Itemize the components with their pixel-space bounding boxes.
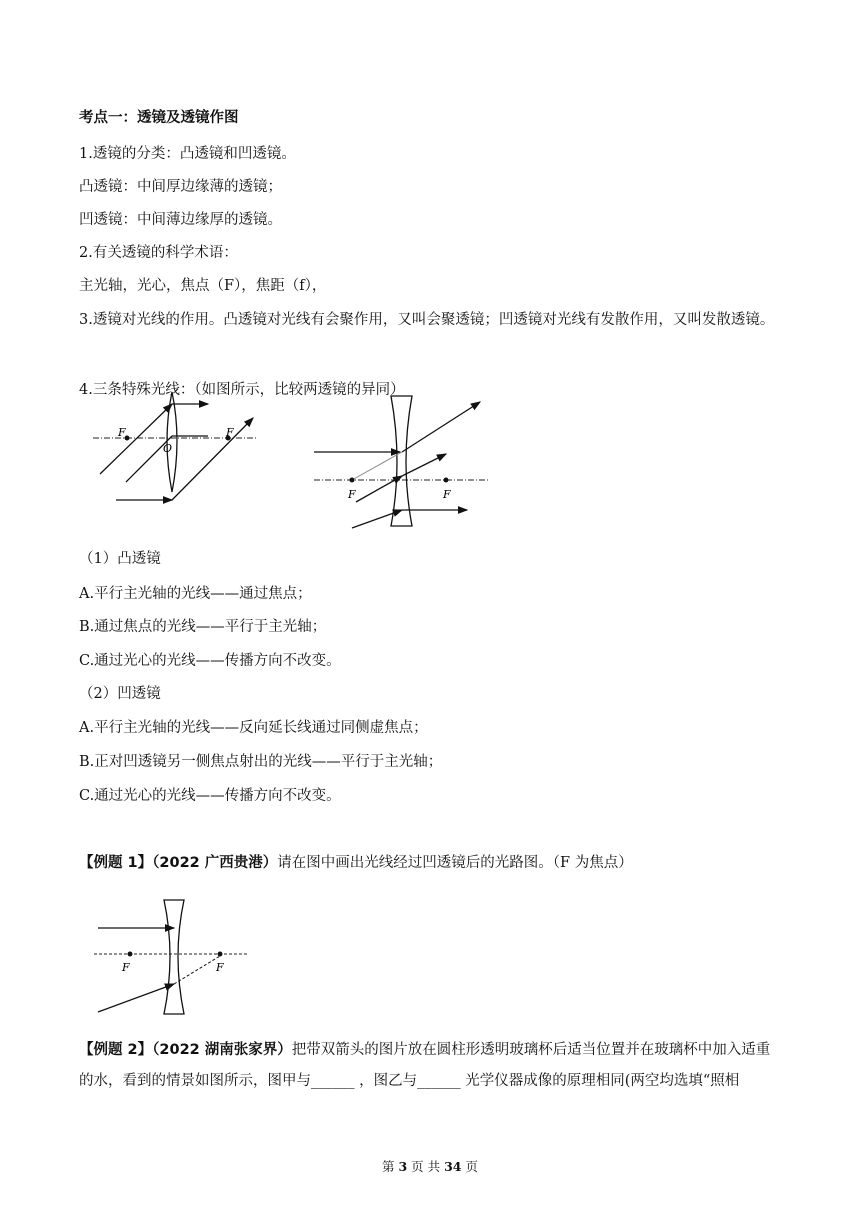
example-2-question: [79, 1035, 779, 1097]
example-1-tag: 【例题 1】: [79, 855, 153, 871]
example-1-diagram: [92, 896, 254, 1020]
text-line: A.平行主光轴的光线——反向延长线通过同侧虚焦点；: [79, 720, 428, 736]
text-line: 4.三条特殊光线：（如图所示，比较两透镜的异同）: [79, 382, 405, 398]
focus-label: F: [348, 488, 356, 501]
text-line: C.通过光心的光线——传播方向不改变。: [79, 788, 341, 804]
concave-lens-diagram: [312, 392, 494, 530]
focus-label: F: [226, 426, 234, 439]
text-line: A.平行主光轴的光线——通过焦点；: [79, 586, 312, 602]
focus-label: F: [122, 961, 130, 974]
example-2-text: 把带双箭头的图片放在圆柱形透明玻璃杯后适当位置并在玻璃杯中加入适重的水，看到的情景如图所示，图甲与______ ，图乙与______ 光学仪器成像的原理相同(两空均选填“照相: [79, 1042, 771, 1089]
text-line: 凹透镜：中间薄边缘厚的透镜。: [79, 212, 282, 228]
example-1-source: （2022 广西贵港）: [152, 855, 278, 871]
concave-lens: [391, 396, 412, 526]
focus-label: F: [118, 426, 126, 439]
focus-label: F: [216, 961, 224, 974]
text-line: 2.有关透镜的科学术语：: [79, 245, 238, 261]
text-line: 主光轴，光心，焦点（F），焦距（f），: [79, 278, 327, 294]
section-title: 考点一：透镜及透镜作图: [79, 110, 239, 126]
focus-label: F: [443, 488, 451, 501]
text-line: 凸透镜：中间厚边缘薄的透镜；: [79, 179, 282, 195]
convex-heading: （1）凸透镜: [79, 551, 161, 567]
page-number: 3: [398, 1159, 408, 1174]
concave-lens: [164, 900, 184, 1014]
convex-lens-diagram: [88, 390, 258, 515]
page-footer: 第 3 页 共 34 页: [382, 1159, 478, 1174]
concave-heading: （2）凹透镜: [79, 686, 161, 702]
optical-center-label: O: [163, 442, 173, 455]
example-2-tag: 【例题 2】: [79, 1042, 153, 1058]
example-2-source: （2022 湖南张家界）: [152, 1042, 292, 1058]
example-1-question: [79, 853, 633, 873]
text-paragraph: 3.透镜对光线的作用。凸透镜对光线有会聚作用，又叫会聚透镜；凹透镜对光线有发散作用，又叫发散透镜。: [79, 312, 775, 328]
text-line: C.通过光心的光线——传播方向不改变。: [79, 653, 341, 669]
example-1-text: 请在图中画出光线经过凹透镜后的光路图。（F 为焦点）: [277, 855, 633, 871]
page-total: 34: [444, 1159, 462, 1174]
text-line: B.正对凹透镜另一侧焦点射出的光线——平行于主光轴；: [79, 754, 443, 770]
text-line: 1.透镜的分类：凸透镜和凹透镜。: [79, 146, 296, 162]
text-line: B.通过焦点的光线——平行于主光轴；: [79, 619, 327, 635]
